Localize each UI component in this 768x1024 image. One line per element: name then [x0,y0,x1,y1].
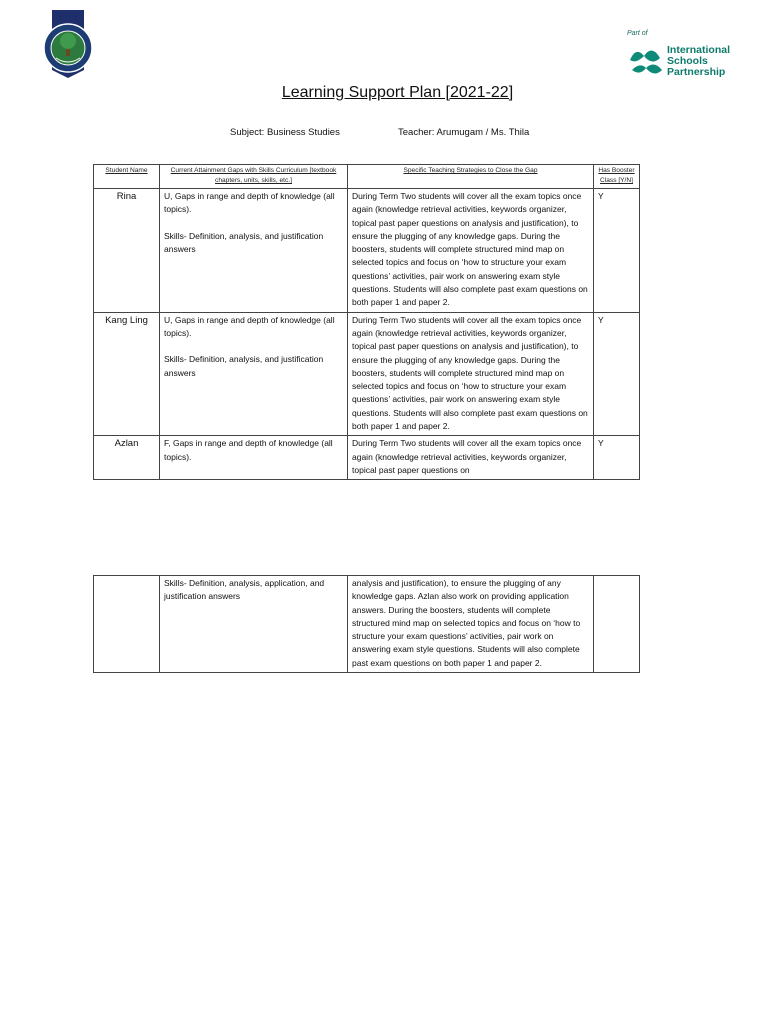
table-header-row [94,165,640,189]
strategies-cell: During Term Two students will cover all the exam topics once again (knowledge retrieval activities, keywords organizer, topical past paper questions on analysis and justification), to ensure the plugging of any knowledge gaps. During the boosters, students will complete structured mind map on selected topics and focus on ‘how to structure your exam questions’ activities, pair work on answering exam style questions. Students will also complete past exam questions on both paper 1 and paper 2. [348,189,594,313]
table-row [94,576,640,673]
teacher-label: Teacher: Arumugam / Ms. Thila [398,127,530,138]
student-name-cell [94,576,160,673]
strategies-cell: During Term Two students will cover all the exam topics once again (knowledge retrieval activities, keywords organizer, topical past paper questions on analysis and justification), to ensure the plugging of any knowledge gaps. During the boosters, students will complete structured mind map on selected topics and focus on ‘how to structure your exam questions’ activities, pair work on answering exam style questions. Students will also complete past exam questions on both paper 1 and paper 2. [348,312,594,436]
student-name-cell: Azlan [94,436,160,480]
support-plan-table-continued [93,575,640,673]
isp-word-2: Schools [667,55,708,67]
school-crest-logo-icon [30,10,106,80]
header-booster-class: Has Booster Class [Y/N] [594,165,640,189]
header-student-name: Student Name [94,165,160,189]
table-row [94,436,640,480]
student-name-cell: Kang Ling [94,312,160,436]
isp-word-3: Partnership [667,66,726,78]
booster-cell: Y [594,436,640,480]
document-title: Learning Support Plan [2021-22] [281,84,514,101]
booster-cell: Y [594,189,640,313]
school-crest-logo [30,10,106,80]
strategies-cell: During Term Two students will cover all the exam topics once again (knowledge retrieval activities, keywords organizer, topical past paper questions on [348,436,594,480]
part-of-label: Part of [627,30,648,37]
header-attainment-gaps: Current Attainment Gaps with Skills Curriculum [textbook chapters, units, skills, etc.] [160,165,348,189]
skills-cell: Skills- Definition, analysis, application, and justification answers [160,576,348,673]
booster-cell: Y [594,312,640,436]
booster-cell [594,576,640,673]
support-plan-table [93,164,640,480]
gaps-text: U, Gaps in range and depth of knowledge (all topics). [164,191,335,215]
skills-text: Skills- Definition, analysis, and justification answers [164,354,324,378]
table-row [94,312,640,436]
header-teaching-strategies: Specific Teaching Strategies to Close the Gap [348,165,594,189]
skills-text: Skills- Definition, analysis, and justification answers [164,230,324,254]
gaps-text: U, Gaps in range and depth of knowledge (all topics). [164,314,335,338]
student-name-cell: Rina [94,189,160,313]
isp-wordmark [667,45,730,78]
isp-leaf-logo-icon [626,42,666,82]
gaps-cell [160,312,348,436]
gaps-cell [160,189,348,313]
subject-label: Subject: Business Studies [230,127,340,138]
table-row [94,189,640,313]
gaps-cell: F, Gaps in range and depth of knowledge (all topics). [160,436,348,480]
strategies-cell: analysis and justification), to ensure the plugging of any knowledge gaps. Azlan also work on providing application answers. During the boosters, students will complete structured mind map on selected topics and focus on ‘how to structure your exam questions’ activities, pair work on answering exam style questions. Students will also complete past exam questions on both paper 1 and paper 2. [348,576,594,673]
isp-word-1: International [667,44,731,56]
